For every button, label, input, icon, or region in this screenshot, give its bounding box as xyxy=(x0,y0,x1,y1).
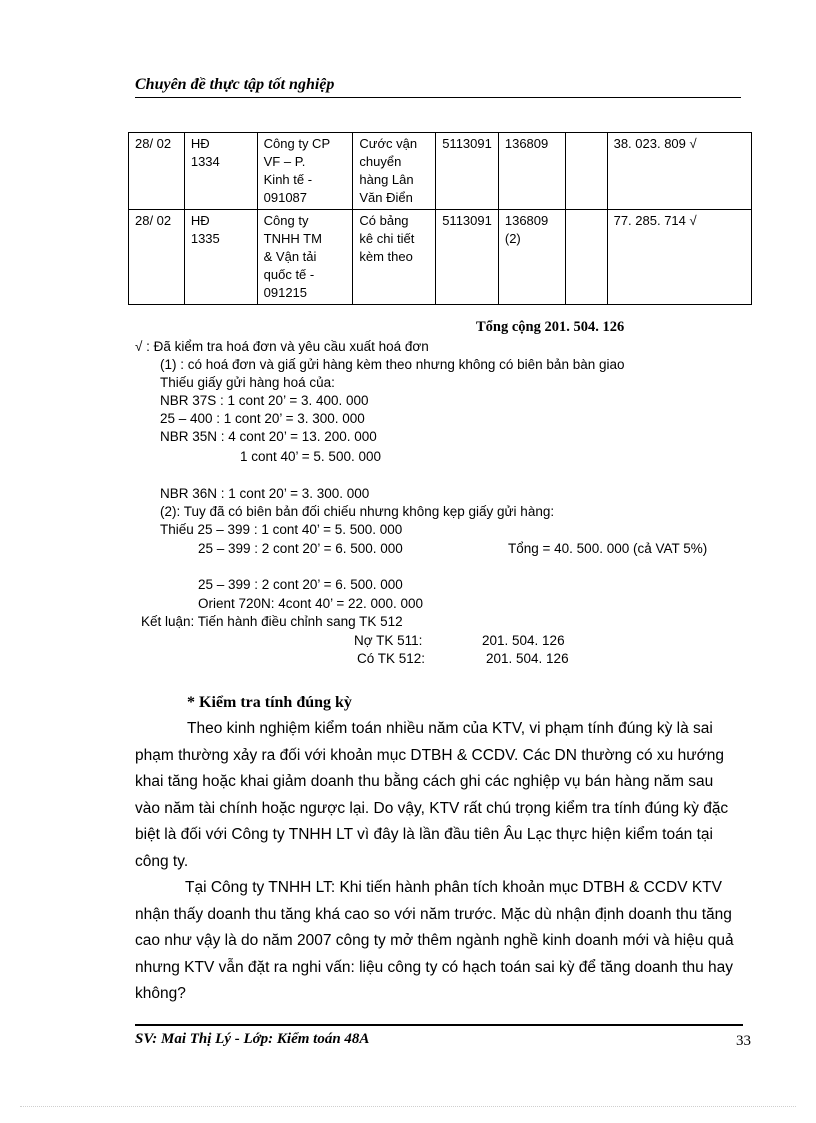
cell-invoice: HĐ 1334 xyxy=(184,133,257,210)
note-line: Orient 720N: 4cont 40’ = 22. 000. 000 xyxy=(198,596,424,611)
note-line: (1) : có hoá đơn và giấ gửi hàng kèm theo nhưng không có biên bản bàn giao xyxy=(160,357,625,372)
debit-amount: 201. 504. 126 xyxy=(482,633,565,648)
cell-debit: 5113091 xyxy=(436,133,499,210)
ledger-table xyxy=(128,132,752,305)
note-line: 25 – 400 : 1 cont 20’ = 3. 300. 000 xyxy=(160,411,365,426)
cell-credit: 136809 xyxy=(498,133,565,210)
header-divider xyxy=(135,97,741,98)
credit-account: Có TK 512: xyxy=(357,651,426,666)
note-line: 1 cont 40’ = 5. 500. 000 xyxy=(240,449,381,464)
cell-content: Cước vận chuyển hàng Lân Văn Điển xyxy=(353,133,436,210)
cell-date: 28/ 02 xyxy=(129,210,185,305)
note-line: 25 – 399 : 2 cont 20’ = 6. 500. 000 xyxy=(198,541,403,556)
cell-blank xyxy=(565,133,607,210)
cell-amount: 77. 285. 714 √ xyxy=(607,210,751,305)
note-line: NBR 36N : 1 cont 20’ = 3. 300. 000 xyxy=(160,486,370,501)
cell-debit: 5113091 xyxy=(436,210,499,305)
cell-customer: Công ty TNHH TM & Vận tải quốc tế - 091215 xyxy=(257,210,353,305)
note-line: NBR 35N : 4 cont 20’ = 13. 200. 000 xyxy=(160,429,377,444)
paragraph: Theo kinh nghiệm kiểm toán nhiều năm của KTV, vi phạm tính đúng kỳ là sai phạm thường xảy ra đối với khoản mục DTBH & CCDV. Các DN thường có xu hướng khai tăng hoặc khai giảm doanh thu bằng cách ghi các nghiệp vụ bán hàng năm sau vào năm tài chính hoặc ngược lại. Do vậy, KTV rất chú trọng kiểm tra tính đúng kỳ đặc biệt là đối với Công ty TNHH LT vì đây là lần đầu tiên Âu Lạc thực hiện kiểm toán tại công ty. xyxy=(135,720,729,870)
page-number: 33 xyxy=(736,1033,751,1049)
note-line: NBR 37S : 1 cont 20’ = 3. 400. 000 xyxy=(160,393,369,408)
table-row xyxy=(129,210,752,305)
debit-account: Nợ TK 511: xyxy=(354,633,423,648)
conclusion: Kết luận: Tiến hành điều chỉnh sang TK 512 xyxy=(141,614,403,629)
note-line: Thiếu 25 – 399 : 1 cont 40’ = 5. 500. 000 xyxy=(160,522,403,537)
cell-content: Có bảng kê chi tiết kèm theo xyxy=(353,210,436,305)
header-title: Chuyên đề thực tập tốt nghiệp xyxy=(135,76,335,93)
note-line: (2): Tuy đã có biên bản đối chiếu nhưng không kẹp giấy gửi hàng: xyxy=(160,504,555,519)
cell-credit: 136809 (2) xyxy=(498,210,565,305)
note-line: 25 – 399 : 2 cont 20’ = 6. 500. 000 xyxy=(198,577,403,592)
cell-invoice: HĐ 1335 xyxy=(184,210,257,305)
note-line: Thiếu giấy gửi hàng hoá của: xyxy=(160,375,335,390)
cell-blank xyxy=(565,210,607,305)
section-heading: * Kiểm tra tính đúng kỳ xyxy=(187,694,352,711)
credit-amount: 201. 504. 126 xyxy=(486,651,569,666)
note-total: Tổng = 40. 500. 000 (cả VAT 5%) xyxy=(508,541,708,556)
footer-divider xyxy=(135,1024,743,1026)
page-edge-divider xyxy=(20,1106,796,1107)
note-check: √ : Đã kiểm tra hoá đơn và yêu cầu xuất hoá đơn xyxy=(135,339,429,354)
cell-customer: Công ty CP VF – P. Kinh tế - 091087 xyxy=(257,133,353,210)
footer-student: SV: Mai Thị Lý - Lớp: Kiểm toán 48A xyxy=(135,1031,370,1047)
table-row xyxy=(129,133,752,210)
paragraph: Tại Công ty TNHH LT: Khi tiến hành phân tích khoản mục DTBH & CCDV KTV nhận thấy doanh thu tăng khá cao so với năm trước. Mặc dù nhận định doanh thu tăng cao như vậy là do năm 2007 công ty mở thêm ngành nghề kinh doanh mới và hiệu quả nhưng KTV vẫn đặt ra nghi vấn: liệu công ty có hạch toán sai kỳ để tăng doanh thu hay không? xyxy=(135,879,734,1002)
total-line: Tổng cộng 201. 504. 126 xyxy=(476,319,625,335)
cell-amount: 38. 023. 809 √ xyxy=(607,133,751,210)
cell-date: 28/ 02 xyxy=(129,133,185,210)
